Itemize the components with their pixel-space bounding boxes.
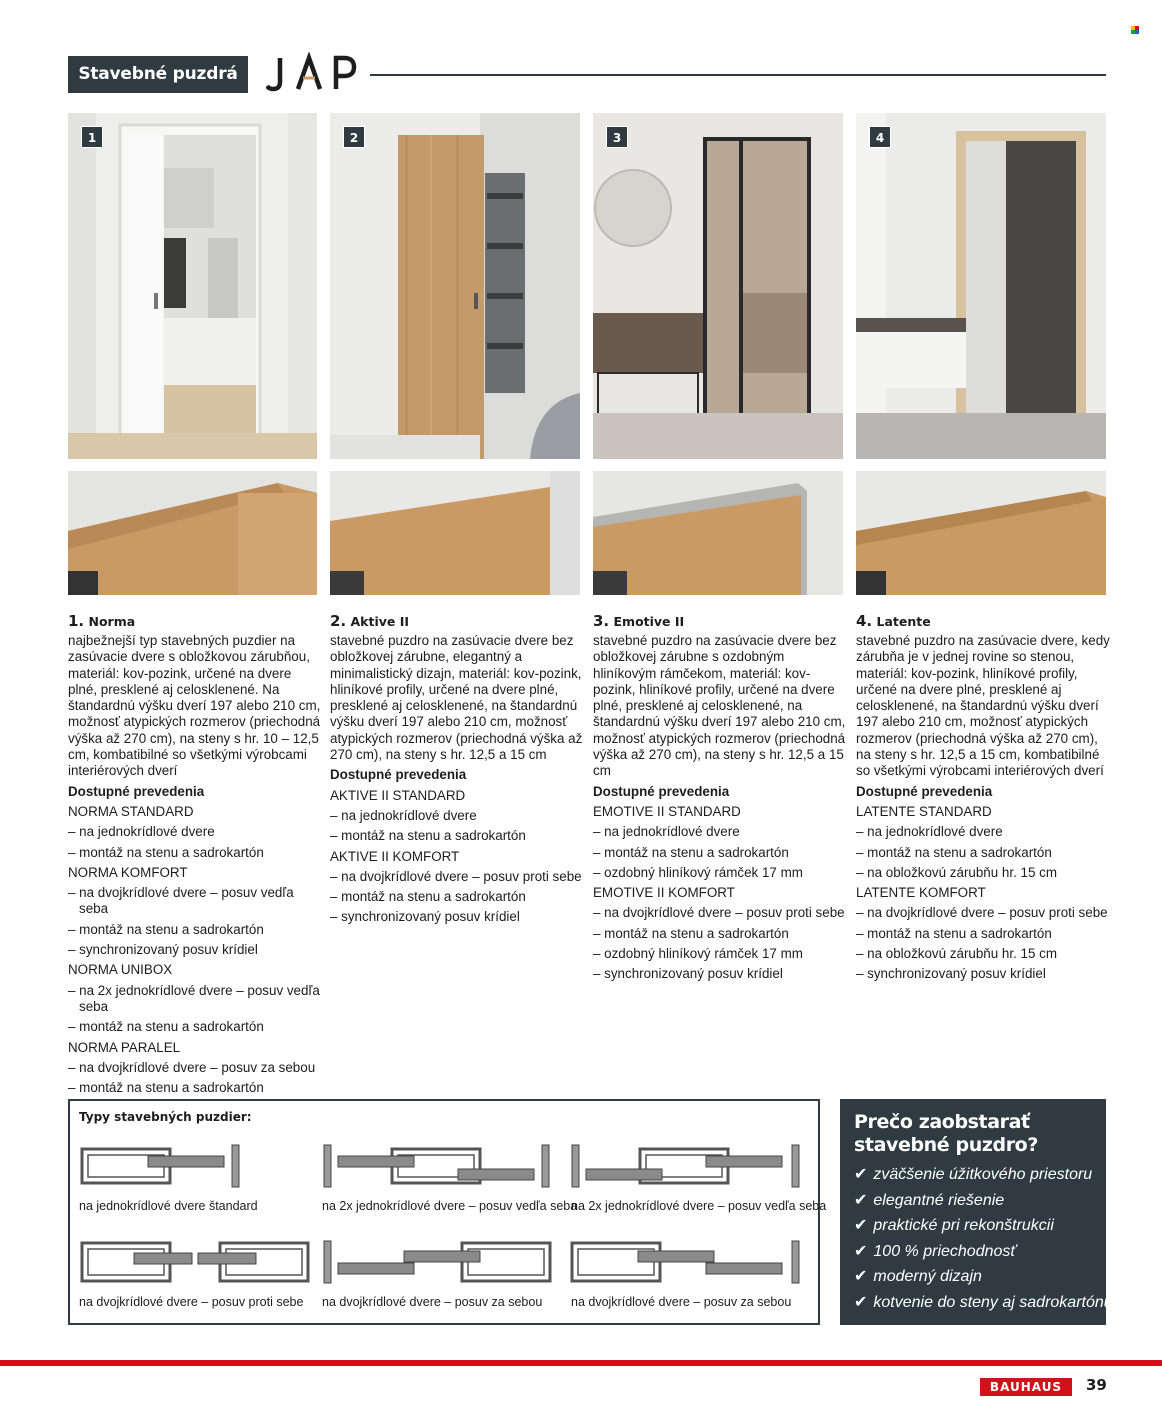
type-label: na jednokrídlové dvere štandard	[79, 1199, 258, 1213]
photo-badge: 4	[869, 126, 891, 148]
benefit-item: ✔ moderný dizajn	[854, 1268, 982, 1286]
variant-name: LATENTE KOMFORT	[856, 885, 986, 901]
emotive-door-photo	[593, 113, 843, 459]
latente-door-photo	[856, 113, 1106, 459]
variant-feature: – montáž na stenu a sadrokartón	[856, 844, 1052, 860]
benefits-box	[840, 1099, 1113, 1325]
available-label: Dostupné prevedenia	[593, 783, 730, 799]
jap-logo	[266, 52, 358, 96]
variant-name: NORMA KOMFORT	[68, 864, 188, 880]
variant-feature: – montáž na stenu a sadrokartón	[68, 1080, 264, 1096]
latente-frame-detail	[856, 471, 1106, 595]
header-rule	[370, 74, 1106, 76]
check-icon: ✔	[854, 1268, 868, 1286]
variant-feature: – montáž na stenu a sadrokartón	[856, 925, 1052, 941]
product-latente	[856, 611, 1111, 987]
product-description: stavebné puzdro na zasúvacie dvere bez obložkovej zárubne s ozdobným hliníkovým rámčekom, materiál: kov-pozink, hliníkové profily, určené na dvere plné, presklené aj celosklenené, na štandardnú výšku dverí 197 alebo 210 cm, možnosť atypických rozmerov (priechodná výška až 270 cm), na steny s hr. 12,5 a 15 cm	[593, 633, 846, 779]
variant-feature: – na jednokrídlové dvere	[856, 824, 1003, 840]
photo-badge: 2	[343, 126, 365, 148]
available-label: Dostupné prevedenia	[330, 767, 467, 783]
variant-name: NORMA UNIBOX	[68, 962, 173, 978]
variant-feature: – na obložkovú zárubňu hr. 15 cm	[856, 946, 1057, 962]
product-name: Aktive II	[350, 614, 410, 629]
benefits-title: Prečo zaobstarať stavebné puzdro?	[854, 1111, 1038, 1156]
variant-feature: – montáž na stenu a sadrokartón	[593, 925, 789, 941]
product-number: 4.	[856, 612, 873, 630]
check-icon: ✔	[854, 1293, 868, 1311]
product-name: Norma	[88, 614, 136, 629]
norma-door-photo	[68, 113, 317, 459]
variant-name: NORMA STANDARD	[68, 803, 194, 819]
benefit-item: ✔ kotvenie do steny aj sadrokartónu	[854, 1293, 1113, 1311]
emotive-frame-detail	[593, 471, 843, 595]
variant-name: AKTIVE II STANDARD	[330, 787, 466, 803]
variant-feature: – montáž na stenu a sadrokartón	[330, 889, 526, 905]
variant-name: NORMA PARALEL	[68, 1039, 181, 1055]
color-register-mark	[1131, 26, 1140, 35]
product-description: stavebné puzdro na zasúvacie dvere, kedy zárubňa je v jednej rovine so stenou, materiál: kov-pozink, hliníkové profily, určené na dvere plné, presklené aj celosklenené, na štandardnú výšku dverí 197 alebo 210 cm, možnosť atypických rozmerov (priechodná výška až 270 cm), na steny s hr. 12,5 a 15 cm, kombatibilné so všetkými výrobcami interiérových dverí	[856, 633, 1110, 779]
page-number: 39	[1086, 1376, 1107, 1394]
product-number: 2.	[330, 612, 347, 630]
variant-feature: – na dvojkrídlové dvere – posuv proti sebe	[856, 905, 1108, 921]
variant-feature: – na obložkovú zárubňu hr. 15 cm	[856, 864, 1057, 880]
variant-feature: – ozdobný hliníkový rámček 17 mm	[593, 946, 803, 962]
variant-feature: – na jednokrídlové dvere	[330, 807, 477, 823]
variant-feature: – montáž na stenu a sadrokartón	[68, 1019, 264, 1035]
variant-feature: – montáž na stenu a sadrokartón	[593, 844, 789, 860]
footer-red-rule	[0, 1360, 1162, 1366]
available-label: Dostupné prevedenia	[856, 783, 993, 799]
available-label: Dostupné prevedenia	[68, 783, 205, 799]
check-icon: ✔	[854, 1242, 868, 1260]
variant-feature: – synchronizovaný posuv krídiel	[330, 909, 520, 925]
photo-badge: 1	[81, 126, 103, 148]
product-name: Latente	[876, 614, 931, 629]
variant-name: AKTIVE II KOMFORT	[330, 848, 460, 864]
benefit-item: ✔ zväčšenie úžitkového priestoru	[854, 1166, 1093, 1183]
type-label: na 2x jednokrídlové dvere – posuv vedľa seba	[322, 1199, 578, 1213]
double-single-side-diagram	[322, 1143, 552, 1189]
variant-feature: – montáž na stenu a sadrokartón	[68, 921, 264, 937]
product-description: najbežnejší typ stavebných puzdier na zasúvacie dvere s obložkovou zárubňou, materiál: kov-pozink, určené na dvere plné, presklené aj celosklenené. Na štandardnú výšku dverí 197 alebo 210 cm, možnosť atypických rozmerov (priechodná výška až 270 cm), na steny s hr. 10 – 12,5 cm, kombatibilné so všetkými výrobcami interiérových dverí	[68, 633, 321, 779]
single-door-standard-diagram	[80, 1143, 245, 1189]
aktive-door-photo	[330, 113, 580, 459]
double-door-behind-mirror-diagram	[570, 1239, 802, 1285]
variant-feature: – na dvojkrídlové dvere – posuv vedľa seba	[68, 885, 294, 917]
variant-feature: – synchronizovaný posuv krídiel	[856, 966, 1046, 982]
benefit-item: ✔ elegantné riešenie	[854, 1191, 1005, 1209]
variant-name: LATENTE STANDARD	[856, 803, 992, 819]
variant-name: EMOTIVE II KOMFORT	[593, 885, 735, 901]
type-label: na dvojkrídlové dvere – posuv za sebou	[571, 1295, 792, 1309]
double-door-behind-diagram	[322, 1239, 552, 1285]
variant-feature: – na jednokrídlové dvere	[593, 824, 740, 840]
page-title: Stavebné puzdrá	[68, 56, 248, 93]
type-label: na dvojkrídlové dvere – posuv proti sebe	[79, 1295, 304, 1309]
product-name: Emotive II	[613, 614, 685, 629]
double-door-opposite-diagram	[80, 1239, 312, 1285]
types-title: Typy stavebných puzdier:	[79, 1110, 252, 1124]
norma-frame-detail	[68, 471, 317, 595]
photo-badge: 3	[606, 126, 628, 148]
check-icon: ✔	[854, 1191, 868, 1209]
variant-feature: – na jednokrídlové dvere	[68, 824, 215, 840]
type-label: na 2x jednokrídlové dvere – posuv vedľa seba	[571, 1199, 827, 1213]
bauhaus-logo: BAUHAUS	[980, 1378, 1072, 1396]
variant-feature: – na dvojkrídlové dvere – posuv proti sebe	[330, 868, 582, 884]
check-icon: ✔	[854, 1166, 868, 1183]
variant-name: EMOTIVE II STANDARD	[593, 803, 741, 819]
variant-feature: – montáž na stenu a sadrokartón	[68, 844, 264, 860]
product-description: stavebné puzdro na zasúvacie dvere bez obložkovej zárubne, elegantný a minimalistický dizajn, materiál: kov-pozink, hliníkové profily, určené na dvere plné, presklené aj celosklenené, na štandardnú výšku dverí 197 alebo 210 cm, možnosť atypických rozmerov (priechodná výška až 270 cm), na steny s hr. 12,5 a 15 cm	[330, 633, 583, 763]
check-icon: ✔	[854, 1217, 868, 1235]
variant-feature: – synchronizovaný posuv krídiel	[593, 966, 783, 982]
variant-feature: – na dvojkrídlové dvere – posuv proti sebe	[593, 905, 845, 921]
variant-feature: – montáž na stenu a sadrokartón	[330, 828, 526, 844]
variant-feature: – synchronizovaný posuv krídiel	[68, 942, 258, 958]
benefit-item: ✔ praktické pri rekonštrukcii	[854, 1217, 1054, 1235]
pocket-types-box	[68, 1099, 827, 1325]
product-number: 3.	[593, 612, 610, 630]
type-label: na dvojkrídlové dvere – posuv za sebou	[322, 1295, 543, 1309]
product-number: 1.	[68, 612, 85, 630]
product-norma	[68, 611, 323, 1100]
benefit-item: ✔ 100 % priechodnosť	[854, 1242, 1017, 1260]
variant-feature: – na dvojkrídlové dvere – posuv za sebou	[68, 1059, 316, 1075]
aktive-frame-detail	[330, 471, 580, 595]
variant-feature: – ozdobný hliníkový rámček 17 mm	[593, 864, 803, 880]
variant-feature: – na 2x jednokrídlové dvere – posuv vedľa seba	[68, 982, 320, 1014]
product-emotive	[593, 611, 848, 987]
product-aktive	[330, 611, 585, 930]
double-single-side-mirror-diagram	[570, 1143, 802, 1189]
